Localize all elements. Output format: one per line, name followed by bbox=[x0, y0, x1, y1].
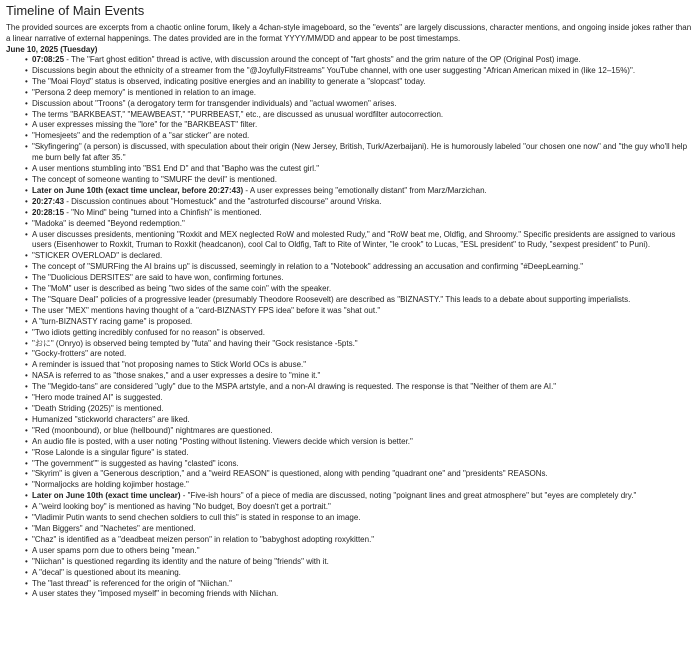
event-text: Discussion about "Troons" (a derogatory term for transgender individuals) and "actual wwomen" arises. bbox=[32, 98, 397, 108]
event-item bbox=[26, 186, 692, 197]
event-item bbox=[26, 415, 692, 426]
event-item bbox=[26, 164, 692, 175]
event-text: An audio file is posted, with a user noting "Posting without listening. Viewers decide which version is better." bbox=[32, 436, 413, 446]
event-text: "Rose Lalonde is a singular figure" is stated. bbox=[32, 447, 189, 457]
event-item bbox=[26, 535, 692, 546]
event-text: Discussions begin about the ethnicity of a streamer from the "@JoyfullyFitstreams" YouTube channel, with one user suggesting "African American mixed in (like 12–15%)". bbox=[32, 65, 636, 75]
event-time-label: 20:27:43 bbox=[32, 196, 65, 206]
event-text: - Discussion continues about "Homestuck" and the "astroturfed discourse" around Vriska. bbox=[64, 196, 382, 206]
event-text: "Gocky-frotters" are noted. bbox=[32, 349, 127, 359]
event-item bbox=[26, 382, 692, 393]
event-item bbox=[26, 589, 692, 600]
event-text: - "Five-ish hours" of a piece of media are discussed, noting "poignant lines and great atmosphere" but "eyes are completely dry." bbox=[180, 491, 637, 501]
event-item bbox=[26, 77, 692, 88]
event-item bbox=[26, 317, 692, 328]
event-item bbox=[26, 360, 692, 371]
event-item bbox=[26, 197, 692, 208]
event-item bbox=[26, 131, 692, 142]
event-time-label: Later on June 10th (exact time unclear) bbox=[32, 491, 181, 501]
event-item bbox=[26, 524, 692, 535]
event-item bbox=[26, 120, 692, 131]
event-text: A "weird looking boy" is mentioned as having "No budget, Boy doesn't get a portrait." bbox=[32, 502, 331, 512]
event-item bbox=[26, 219, 692, 230]
event-item bbox=[26, 459, 692, 470]
event-text: A user states they "imposed myself" in becoming friends with Niichan. bbox=[32, 589, 279, 599]
event-item bbox=[26, 110, 692, 121]
event-item bbox=[26, 469, 692, 480]
event-item bbox=[26, 371, 692, 382]
event-text: A user mentions stumbling into "BS1 End D" and that "Bapho was the cutest girl." bbox=[32, 164, 320, 174]
event-item bbox=[26, 426, 692, 437]
event-text: The "Moai Floyd" status is observed, indicating positive energies and an inability to generate a "slopcast" today. bbox=[32, 76, 426, 86]
event-item bbox=[26, 513, 692, 524]
event-text: "Normaljocks are holding kojimber hostage." bbox=[32, 480, 189, 490]
event-text: The concept of someone wanting to "SMURF the devil" is mentioned. bbox=[32, 174, 277, 184]
event-text: "Persona 2 deep memory" is mentioned in relation to an image. bbox=[32, 87, 257, 97]
event-item bbox=[26, 295, 692, 306]
event-item bbox=[26, 88, 692, 99]
event-time-label: Later on June 10th (exact time unclear, before 20:27:43) bbox=[32, 185, 244, 195]
event-item bbox=[26, 328, 692, 339]
event-item bbox=[26, 568, 692, 579]
event-text: The "Duolicious DERSITES" are said to have won, confirming fortunes. bbox=[32, 273, 284, 283]
event-text: A reminder is issued that "not proposing names to Stick World OCs is abuse." bbox=[32, 360, 307, 370]
event-list bbox=[6, 55, 692, 600]
event-item bbox=[26, 273, 692, 284]
event-text: "Homesjeets" and the redemption of a "sar sticker" are noted. bbox=[32, 131, 250, 141]
event-item bbox=[26, 55, 692, 66]
event-item bbox=[26, 502, 692, 513]
event-item bbox=[26, 230, 692, 252]
event-text: - A user expresses being "emotionally distant" from Marz/Marzichan. bbox=[243, 185, 487, 195]
event-time-label: 20:28:15 bbox=[32, 207, 65, 217]
event-text: "Red (moonbound), or blue (hellbound)" nightmares are questioned. bbox=[32, 425, 273, 435]
event-text: - The "Fart ghost edition" thread is active, with discussion around the concept of "fart ghosts" and the grim nature of the OP (Original Post) image. bbox=[64, 55, 581, 64]
event-item bbox=[26, 142, 692, 164]
event-text: "Two idiots getting incredibly confused for no reason" is observed. bbox=[32, 327, 265, 337]
event-item bbox=[26, 175, 692, 186]
event-text: The "Megido-tans" are considered "ugly" due to the MSPA artstyle, and a non-AI drawing is requested. The response is that "Neither of them are AI." bbox=[32, 382, 557, 392]
event-text: The "MoM" user is described as being "two sides of the same coin" with the speaker. bbox=[32, 284, 332, 294]
event-item bbox=[26, 99, 692, 110]
event-text: "Skyfingering" (a person) is discussed, with speculation about their origin (New Jersey, British, Turk/Azerbaijani). He is humorously labeled "our chosen one now" and "the guy who'll help me burn belly fat after 35." bbox=[32, 142, 688, 163]
intro-paragraph: The provided sources are excerpts from a chaotic online forum, likely a 4chan-style imageboard, so the "events" are largely discussions, character mentions, and ongoing inside jokes rather than a linear narrative of external happenings. The dates provided are in the format YYYY/MM/DD and appear to be post timestamps. bbox=[6, 23, 692, 43]
event-text: NASA is referred to as "those snakes," and a user expresses a desire to "mine it." bbox=[32, 371, 321, 381]
event-item bbox=[26, 208, 692, 219]
page-title: Timeline of Main Events bbox=[6, 3, 145, 18]
event-item bbox=[26, 66, 692, 77]
event-text: "Niichan" is questioned regarding its identity and the nature of being "friends" with it. bbox=[32, 556, 329, 566]
event-text: The terms "BARKBEAST," "MEAWBEAST," "PURRBEAST," etc., are discussed as unusual wordfilter autocorrection. bbox=[32, 109, 444, 119]
event-text: "Skyrim" is given a "Generous description," and a "weird REASON" is questioned, along with pending "quadrant one" and "presidents" REASONs. bbox=[32, 469, 548, 479]
event-text: "Hero mode trained AI" is suggested. bbox=[32, 393, 163, 403]
event-text: "Chaz" is identified as a "deadbeat meizen person" in relation to "babyghost adopting roxykitten." bbox=[32, 534, 375, 544]
event-item bbox=[26, 546, 692, 557]
event-item bbox=[26, 393, 692, 404]
event-text: Humanized "stickworld characters" are liked. bbox=[32, 414, 190, 424]
event-text: A "decal" is questioned about its meaning. bbox=[32, 567, 181, 577]
event-text: "おに" (Onryo) is observed being tempted by "futa" and having their "Gock resistance -5pts." bbox=[32, 338, 358, 348]
event-item bbox=[26, 448, 692, 459]
event-item bbox=[26, 349, 692, 360]
event-text: "STICKER OVERLOAD" is declared. bbox=[32, 251, 163, 261]
event-text: The "Square Deal" policies of a progressive leader (presumably Theodore Roosevelt) are described as "BIZNASTY." This leads to a debate about supporting imperialists. bbox=[32, 294, 631, 304]
event-text: The "last thread" is referenced for the origin of "Niichan." bbox=[32, 578, 232, 588]
event-text: A user spams porn due to others being "mean." bbox=[32, 545, 200, 555]
event-text: "Vladimir Putin wants to send chechen soldiers to cull this" is stated in response to an image. bbox=[32, 513, 361, 523]
event-text: "Madoka" is deemed "Beyond redemption." bbox=[32, 218, 185, 228]
event-text: - "No Mind" being "turned into a Chinfish" is mentioned. bbox=[64, 207, 262, 217]
event-text: "Man Biggers" and "Nachetes" are mentioned. bbox=[32, 523, 196, 533]
event-item bbox=[26, 306, 692, 317]
event-text: "The government"" is suggested as having "clasted" icons. bbox=[32, 458, 239, 468]
event-text: The concept of "SMURFing the AI brains up" is discussed, seemingly in relation to a "Notebook" addressing an accusation and confirming "#DeepLearning." bbox=[32, 262, 584, 272]
event-time-label: 07:08:25 bbox=[32, 55, 65, 64]
event-text: A user discusses presidents, mentioning "Roxkit and MEX neglected RoW and molested Rudy," and "RoW beat me, Oldfig, and Shroomy." Specific presidents are assigned to various users (Eisenhower to Roxkit, Truman to Roxkit (headcanon), cool Cal to Oldfig, Taft to Rite of Winter, "le crook" to Lucas, "ESL president" to Rudy, "sexpest president" to Puni). bbox=[32, 229, 676, 250]
event-item bbox=[26, 491, 692, 502]
event-text: A "turn-BIZNASTY racing game" is proposed. bbox=[32, 316, 193, 326]
event-item bbox=[26, 262, 692, 273]
event-item bbox=[26, 339, 692, 350]
event-item bbox=[26, 284, 692, 295]
event-item bbox=[26, 579, 692, 590]
event-item bbox=[26, 557, 692, 568]
event-text: The user "MEX" mentions having thought of a "card-BIZNASTY FPS idea" before it was "shat out." bbox=[32, 305, 381, 315]
event-text: A user expresses missing the "lore" for the "BARKBEAST" filter. bbox=[32, 120, 258, 130]
event-item bbox=[26, 404, 692, 415]
event-item bbox=[26, 480, 692, 491]
event-item bbox=[26, 251, 692, 262]
date-heading: June 10, 2025 (Tuesday) bbox=[6, 45, 98, 54]
event-text: "Death Striding (2025)" is mentioned. bbox=[32, 404, 164, 413]
event-item bbox=[26, 437, 692, 448]
